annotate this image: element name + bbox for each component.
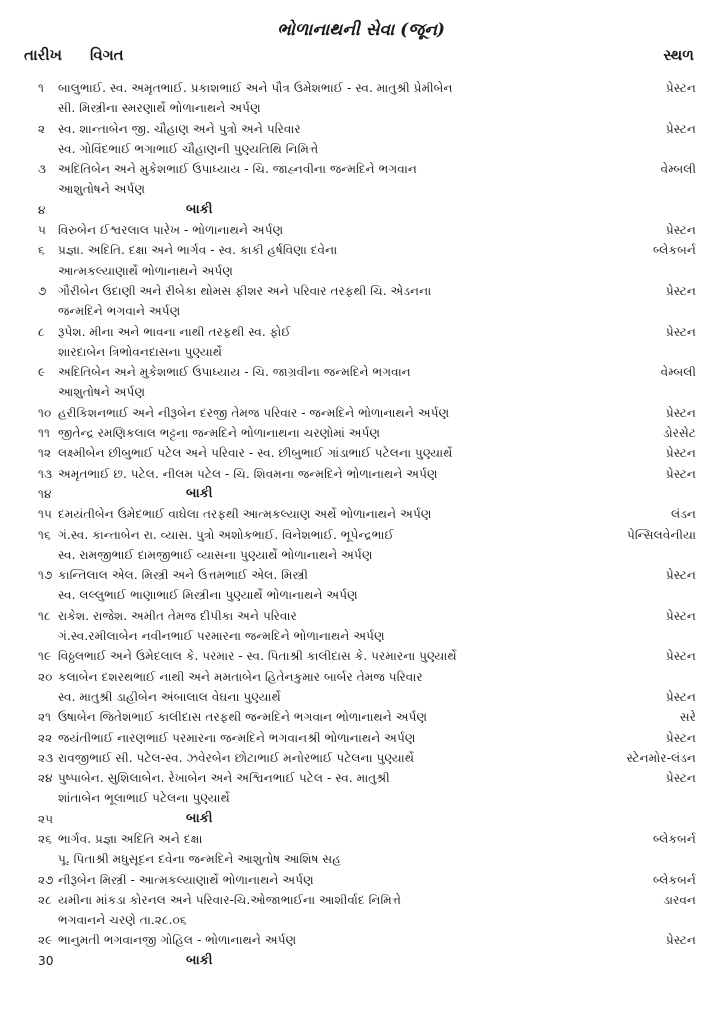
list-item-line <box>0 606 722 626</box>
list-item <box>0 565 722 606</box>
row-date: ૯ <box>38 365 46 380</box>
list-item-line <box>0 382 722 402</box>
row-date: ૪ <box>38 202 46 217</box>
list-item <box>0 362 722 403</box>
row-date: ૨ <box>38 121 46 136</box>
list-item <box>0 748 722 768</box>
row-date: ૨૦ <box>38 669 53 684</box>
row-date: ૭ <box>38 283 47 298</box>
list-item <box>0 870 722 890</box>
list-item <box>0 443 722 463</box>
row-date: ૩ <box>38 162 47 177</box>
row-date: ૧૬ <box>38 527 51 542</box>
row-date: 30 <box>38 953 54 968</box>
row-remaining: બાકી <box>186 485 213 501</box>
list-item <box>0 119 722 160</box>
list-item-line <box>0 464 722 484</box>
row-detail: આશુતોષને અર્પણ <box>58 182 146 197</box>
list-item-line <box>0 220 722 240</box>
row-detail: સી. મિસ્ત્રીના સ્મરણાર્થે ભોળાનાથને અર્પણ <box>58 101 261 116</box>
row-place: પ્રેસ્ટન <box>665 771 696 786</box>
list-item-line <box>0 728 722 748</box>
row-detail: આશુતોષને અર્પણ <box>58 385 146 400</box>
row-date: ૨૨ <box>38 730 53 745</box>
table-header <box>0 46 722 66</box>
row-detail: સ્વ. માતુશ્રી ડાહીબેન અંબાલાલ વેઘના પુણ્યાર્થે <box>58 689 281 704</box>
list-item <box>0 646 722 666</box>
row-place: પ્રેસ્ટન <box>665 689 696 704</box>
list-item-line <box>0 179 722 199</box>
row-place: બ્લેકબર્ન <box>653 831 696 846</box>
row-date: ૧૯ <box>38 649 52 664</box>
row-date: ૧૭ <box>38 568 53 583</box>
list-item <box>0 707 722 727</box>
header-place: સ્થળ <box>663 46 694 64</box>
row-detail: હરીકિશનભાઈ અને નીરૂબેન દરજી તેમજ પરિવાર - જન્મદિને ભોળાનાથને અર્પણ <box>58 405 450 420</box>
list-item <box>0 768 722 809</box>
row-place: બ્લેકબર્ન <box>653 243 696 258</box>
list-item-line <box>0 748 722 768</box>
row-detail: પૂ. પિતાશ્રી મધુસૂદન દવેના જન્મદિને આશુતોષ આશિષ સહ <box>58 852 341 867</box>
list-item-line <box>0 951 722 971</box>
row-detail: વિરુબેન ઈશ્વરલાલ પારેખ - ભોળાનાથને અર્પણ <box>58 223 284 238</box>
list-item-line <box>0 930 722 950</box>
row-place: પ્રેસ્ટન <box>665 446 696 461</box>
list-item <box>0 220 722 240</box>
list-item <box>0 423 722 443</box>
row-place: ડોરસેટ <box>662 426 696 441</box>
row-detail: જન્મદિને ભગવાને અર્પણ <box>58 304 181 319</box>
list-item <box>0 930 722 950</box>
row-place: પ્રેસ્ટન <box>665 405 696 420</box>
list-item-line <box>0 362 722 382</box>
row-detail: પુષ્પાબેન. સુશિલાબેન. રેખાબેન અને અશ્વિનભાઈ પટેલ - સ્વ. માતુશ્રી <box>58 771 390 786</box>
row-detail: બાલુભાઈ. સ્વ. અમૃતભાઈ. પ્રકાશભાઈ અને પૌત્ર ઉમેશભાઈ - સ્વ. માતુશ્રી પ્રેમીબેન <box>58 81 453 95</box>
row-detail: જયંતીભાઈ નારણભાઈ પરમારના જન્મદિને ભગવાનશ્રી ભોળાનાથને અર્પણ <box>58 730 416 745</box>
list-item <box>0 464 722 484</box>
list-item-line <box>0 849 722 869</box>
row-detail: ઉષાબેન જિતેશભાઈ કાલીદાસ તરફથી જન્મદિને ભગવાન ભોળાનાથને અર્પણ <box>58 710 428 725</box>
list-item <box>0 159 722 200</box>
list-item-line <box>0 667 722 687</box>
row-detail: ગં.સ્વ. કાન્તાબેન રા. વ્યાસ. પુત્રો અશોકભાઈ. વિનેશભાઈ. ભૂપેન્દ્રભાઈ <box>58 527 394 542</box>
row-place: પેન્સિલવેનીયા <box>627 527 696 542</box>
list-item-line <box>0 403 722 423</box>
list-item-line <box>0 545 722 565</box>
header-date: તારીખ <box>24 46 62 64</box>
list-item-line <box>0 809 722 829</box>
list-item-line <box>0 159 722 179</box>
row-date: ૨૮ <box>38 892 52 907</box>
row-date: ૧ <box>38 81 44 95</box>
row-detail: અદિતિબેન અને મુકેશભાઈ ઉપાધ્યાય - ચિ. જાહ્નવીના જન્મદિને ભગવાન <box>58 162 417 177</box>
list-item-line <box>0 342 722 362</box>
row-place: પ્રેસ્ટન <box>665 121 696 136</box>
row-date: ૧૩ <box>38 466 53 481</box>
row-detail: ગૌરીબેન ઉદાણી અને રીબેકા થોમસ ફીશર અને પરિવાર તરફથી ચિ. એડનના <box>58 283 432 298</box>
row-detail: સ્વ. રામજીભાઈ દામજીભાઈ વ્યાસના પુણ્યાર્થે ભોળાનાથને અર્પણ <box>58 547 373 562</box>
row-detail: રાવજીભાઈ સી. પટેલ-સ્વ. ઝવેરબેન છોટાભાઈ મનોરભાઈ પટેલના પુણ્યાર્થે <box>58 750 415 765</box>
header-detail: વિગત <box>90 46 124 64</box>
row-date: ૬ <box>38 243 45 258</box>
row-detail: અમૃતભાઈ છ. પટેલ. નીલમ પટેલ - ચિ. શિવમના જન્મદિને ભોળાનાથને અર્પણ <box>58 466 438 481</box>
row-detail: ભાર્ગવ. પ્રજ્ઞા અદિતિ અને દક્ષા <box>58 831 203 846</box>
row-place: વેમ્બલી <box>660 162 696 177</box>
row-place: વેમ્બલી <box>660 365 696 380</box>
row-detail: કલાબેન દશરથભાઈ નાથી અને મમતાબેન હિતેનકુમાર બાર્બર તેમજ પરિવાર <box>58 669 423 684</box>
row-detail: આત્મકલ્યાણાર્થે ભોળાનાથને અર્પણ <box>58 263 233 278</box>
list-item-line <box>0 281 722 301</box>
list-item-line <box>0 119 722 139</box>
list-item <box>0 504 722 524</box>
list-item-line <box>0 525 722 545</box>
list-item-line <box>0 707 722 727</box>
list-item <box>0 484 722 504</box>
list-item-line <box>0 504 722 524</box>
row-detail: શારદાબેન ત્રિભોવનદાસના પુણ્યાર્થે <box>58 344 223 359</box>
row-date: ૨૭ <box>38 872 54 887</box>
row-date: ૨૧ <box>38 710 52 725</box>
row-date: ૧૫ <box>38 507 52 522</box>
row-date: ૨૯ <box>38 933 53 948</box>
row-place: પ્રેસ્ટન <box>665 649 696 664</box>
row-place: પ્રેસ્ટન <box>665 608 696 623</box>
list-item <box>0 951 722 971</box>
row-place: પ્રેસ્ટન <box>665 283 696 298</box>
list-item-line <box>0 240 722 260</box>
row-detail: ભાનુમતી ભગવાનજી ગોહિલ - ભોળાનાથને અર્પણ <box>58 933 297 948</box>
row-detail: યમીના માંકડા કોરનલ અને પરિવાર-ચિ.ઓજાભાઈના આશીર્વાદ નિમિત્તે <box>58 892 402 907</box>
list-item-line <box>0 139 722 159</box>
list-item-line <box>0 484 722 504</box>
row-detail: સ્વ. શાન્તાબેન જી. ચૌહાણ અને પુત્રો અને પરિવાર <box>58 121 301 136</box>
row-detail: રૂપેશ. મીના અને ભાવના નાથી તરફથી સ્વ. ફોઈ <box>58 324 291 339</box>
row-detail: ભગવાનને ચરણે તા.૨૮.૦૬ <box>58 913 187 928</box>
row-detail: જીતેન્દ્ર રમણિકલાલ ભટ્ટના જન્મદિને ભોળાનાથના ચરણોમાં અર્પણ <box>58 426 381 441</box>
row-place: પ્રેસ્ટન <box>665 730 696 745</box>
list-item-line <box>0 565 722 585</box>
row-detail: સ્વ. ગોવિંદભાઈ ભગાભાઈ ચૌહાણની પુણ્યતિથિ નિમિત્તે <box>58 141 319 156</box>
list-item <box>0 829 722 870</box>
row-date: ૫ <box>38 223 47 238</box>
row-place: પ્રેસ્ટન <box>665 466 696 481</box>
page-title: ભોળાનાથની સેવા (જૂન) <box>277 20 445 40</box>
list-item <box>0 809 722 829</box>
row-date: ૨૫ <box>38 811 54 826</box>
list-item-line <box>0 322 722 342</box>
row-place: પ્રેસ્ટન <box>665 324 696 339</box>
list-item <box>0 200 722 220</box>
row-place: પ્રેસ્ટન <box>665 568 696 583</box>
row-place: સ્ટેનમોર-લંડન <box>626 750 696 765</box>
list-item-line <box>0 646 722 666</box>
list-item <box>0 322 722 363</box>
list-item <box>0 281 722 322</box>
row-place: સરે <box>679 710 696 725</box>
row-place: બ્લેકબર્ન <box>653 872 696 887</box>
list-item <box>0 606 722 647</box>
row-date: ૨૪ <box>38 771 53 786</box>
row-place: પ્રેસ્ટન <box>665 81 696 95</box>
row-date: ૧૮ <box>38 608 51 623</box>
list-item <box>0 667 722 708</box>
list-item-line <box>0 910 722 930</box>
row-place: પ્રેસ્ટન <box>665 933 696 948</box>
list-item-line <box>0 890 722 910</box>
row-place: ડારવન <box>663 892 696 907</box>
row-detail: લક્ષ્મીબેન છીબુભાઈ પટેલ અને પરિવાર - સ્વ. છીબુભાઈ ગાંડાભાઈ પટેલના પુણ્યાર્થે <box>58 446 453 461</box>
row-date: ૨૩ <box>38 750 54 765</box>
row-detail: રાકેશ. રાજેશ. અમીત તેમજ દીપીકા અને પરિવાર <box>58 608 297 623</box>
row-detail: કાન્તિલાલ એલ. મિસ્ત્રી અને ઉત્તમભાઈ એલ. મિસ્ત્રી <box>58 568 308 583</box>
row-detail: અદિતિબેન અને મુકેશભાઈ ઉપાધ્યાય - ચિ. જાગ્રવીના જન્મદિને ભગવાન <box>58 365 411 380</box>
row-remaining: બાકી <box>186 952 213 968</box>
list-item-line <box>0 687 722 707</box>
row-place: પ્રેસ્ટન <box>665 223 696 238</box>
list-item-line <box>0 870 722 890</box>
list-item-line <box>0 626 722 646</box>
row-place: લંડન <box>671 507 696 522</box>
row-date: ૮ <box>38 324 45 339</box>
list-item-line <box>0 443 722 463</box>
row-date: ૧૧ <box>38 426 50 441</box>
row-remaining: બાકી <box>186 201 213 217</box>
list-item-line <box>0 585 722 605</box>
row-detail: સ્વ. લલ્લુભાઈ ભાણાભાઈ મિસ્ત્રીના પુણ્યાર્થે ભોળાનાથને અર્પણ <box>58 588 358 603</box>
row-detail: વિઠ્ઠલભાઈ અને ઉમેદલાલ કે. પરમાર - સ્વ. પિતાશ્રી કાલીદાસ કે. પરમારના પુણ્યાર્થે <box>58 649 457 664</box>
row-remaining: બાકી <box>186 810 213 826</box>
list-item <box>0 240 722 281</box>
row-detail: પ્રજ્ઞા. અદિતિ. દક્ષા અને ભાર્ગવ - સ્વ. કાકી હર્ષવિણા દવેના <box>58 243 338 258</box>
row-detail: શાંતાબેન ભૂલાભાઈ પટેલના પુણ્યાર્થે <box>58 791 230 806</box>
list-item-line <box>0 301 722 321</box>
list-item <box>0 403 722 423</box>
row-detail: ગં.સ્વ.રમીલાબેન નવીનભાઈ પરમારના જન્મદિને ભોળાનાથને અર્પણ <box>58 629 385 644</box>
list-item <box>0 728 722 748</box>
list-item-line <box>0 829 722 849</box>
list-item-line <box>0 788 722 808</box>
row-date: ૧૨ <box>38 446 52 461</box>
seva-list <box>0 78 722 971</box>
list-item-line <box>0 200 722 220</box>
list-item-line <box>0 98 722 118</box>
row-date: ૧૪ <box>38 486 52 501</box>
list-item <box>0 525 722 566</box>
row-detail: દમયંતીબેન ઉમેદભાઈ વાઘેલા તરફથી આત્મકલ્યાણ અર્થે ભોળાનાથને અર્પણ <box>58 507 432 522</box>
list-item-line <box>0 78 722 98</box>
list-item-line <box>0 261 722 281</box>
row-date: ૧૦ <box>38 405 52 420</box>
list-item-line <box>0 768 722 788</box>
row-detail: નીરૂબેન મિસ્ત્રી - આત્મકલ્યાણાર્થે ભોળાનાથને અર્પણ <box>58 872 314 887</box>
list-item <box>0 890 722 931</box>
row-date: ૨૬ <box>38 831 52 846</box>
list-item-line <box>0 423 722 443</box>
list-item <box>0 78 722 119</box>
